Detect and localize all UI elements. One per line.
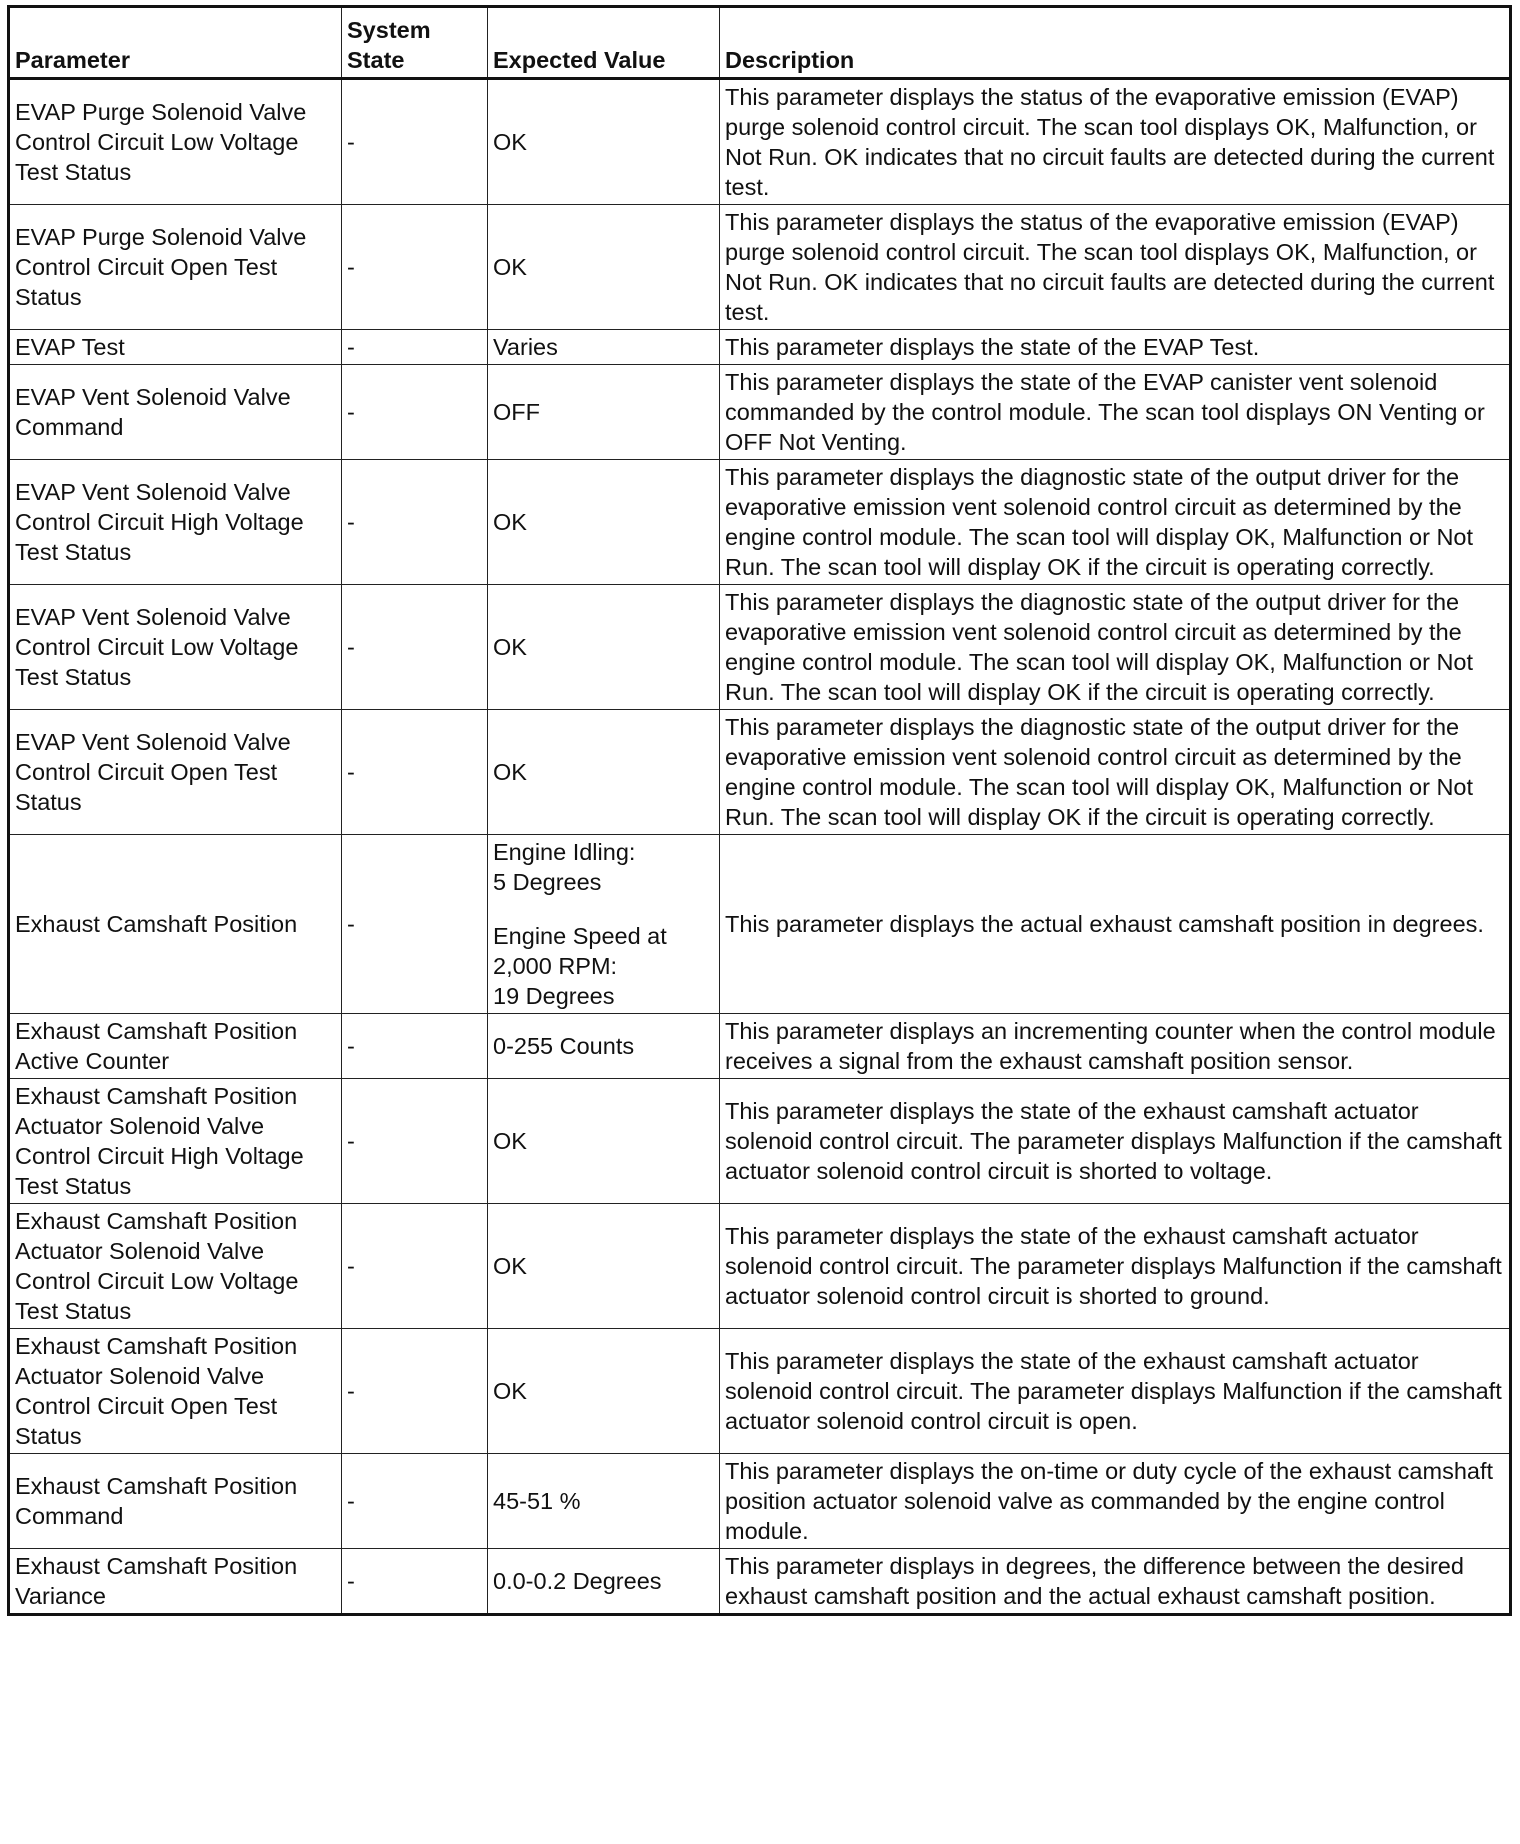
expected-value-line: 2,000 RPM: (493, 953, 618, 979)
cell-expected-value: OFF (488, 365, 720, 460)
cell-parameter: EVAP Vent Solenoid Valve Control Circuit High Voltage Test Status (9, 460, 342, 585)
cell-description: This parameter displays the diagnostic state of the output driver for the evaporative emission vent solenoid control circuit as determined by the engine control module. The scan tool will display OK, Malfunction or Not Run. The scan tool will display OK if the circuit is operating correctly. (720, 710, 1511, 835)
cell-system-state: - (342, 1454, 488, 1549)
cell-system-state: - (342, 1204, 488, 1329)
cell-parameter: EVAP Purge Solenoid Valve Control Circuit Low Voltage Test Status (9, 79, 342, 205)
cell-expected-value: OK (488, 710, 720, 835)
table-row (9, 1329, 1511, 1454)
cell-expected-value: Varies (488, 330, 720, 365)
cell-system-state: - (342, 1014, 488, 1079)
cell-description: This parameter displays the state of the EVAP canister vent solenoid commanded by the control module. The scan tool displays ON Venting or OFF Not Venting. (720, 365, 1511, 460)
cell-expected-value: OK (488, 1329, 720, 1454)
cell-expected-value (488, 835, 720, 1014)
cell-description: This parameter displays an incrementing counter when the control module receives a signal from the exhaust camshaft position sensor. (720, 1014, 1511, 1079)
expected-value-line: Engine Idling: (493, 839, 636, 865)
expected-value-line: 19 Degrees (493, 983, 615, 1009)
cell-system-state: - (342, 365, 488, 460)
cell-description: This parameter displays the diagnostic state of the output driver for the evaporative emission vent solenoid control circuit as determined by the engine control module. The scan tool will display OK, Malfunction or Not Run. The scan tool will display OK if the circuit is operating correctly. (720, 585, 1511, 710)
cell-system-state: - (342, 330, 488, 365)
cell-system-state: - (342, 710, 488, 835)
cell-expected-value: 0-255 Counts (488, 1014, 720, 1079)
header-parameter: Parameter (9, 7, 342, 79)
table-row (9, 79, 1511, 205)
table-row (9, 1204, 1511, 1329)
cell-expected-value: OK (488, 1204, 720, 1329)
cell-parameter: Exhaust Camshaft Position Actuator Solenoid Valve Control Circuit Open Test Status (9, 1329, 342, 1454)
table-row (9, 1454, 1511, 1549)
table-row (9, 205, 1511, 330)
table-row (9, 330, 1511, 365)
expected-value-line: 5 Degrees (493, 869, 602, 895)
cell-system-state: - (342, 1329, 488, 1454)
cell-system-state: - (342, 1549, 488, 1615)
cell-description: This parameter displays the state of the EVAP Test. (720, 330, 1511, 365)
cell-parameter: EVAP Purge Solenoid Valve Control Circuit Open Test Status (9, 205, 342, 330)
table-row (9, 460, 1511, 585)
cell-system-state: - (342, 835, 488, 1014)
cell-description: This parameter displays the state of the exhaust camshaft actuator solenoid control circuit. The parameter displays Malfunction if the camshaft actuator solenoid control circuit is shorted to voltage. (720, 1079, 1511, 1204)
table-row (9, 1549, 1511, 1615)
cell-parameter: Exhaust Camshaft Position Actuator Solenoid Valve Control Circuit Low Voltage Test Status (9, 1204, 342, 1329)
cell-parameter: Exhaust Camshaft Position Command (9, 1454, 342, 1549)
cell-description: This parameter displays the status of the evaporative emission (EVAP) purge solenoid control circuit. The scan tool displays OK, Malfunction, or Not Run. OK indicates that no circuit faults are detected during the current test. (720, 205, 1511, 330)
header-expected-value: Expected Value (488, 7, 720, 79)
table-header-row (9, 7, 1511, 79)
cell-system-state: - (342, 79, 488, 205)
cell-expected-value: OK (488, 585, 720, 710)
cell-description: This parameter displays the actual exhaust camshaft position in degrees. (720, 835, 1511, 1014)
cell-expected-value: OK (488, 79, 720, 205)
cell-description: This parameter displays in degrees, the difference between the desired exhaust camshaft position and the actual exhaust camshaft position. (720, 1549, 1511, 1615)
table-row (9, 710, 1511, 835)
cell-parameter: Exhaust Camshaft Position Variance (9, 1549, 342, 1615)
cell-parameter: Exhaust Camshaft Position Actuator Solenoid Valve Control Circuit High Voltage Test Status (9, 1079, 342, 1204)
header-system-state: System State (342, 7, 488, 79)
table-row (9, 835, 1511, 1014)
document-page (7, 5, 1509, 1616)
cell-parameter: EVAP Vent Solenoid Valve Control Circuit Open Test Status (9, 710, 342, 835)
cell-system-state: - (342, 585, 488, 710)
cell-system-state: - (342, 1079, 488, 1204)
cell-parameter: EVAP Test (9, 330, 342, 365)
cell-description: This parameter displays the status of the evaporative emission (EVAP) purge solenoid control circuit. The scan tool displays OK, Malfunction, or Not Run. OK indicates that no circuit faults are detected during the current test. (720, 79, 1511, 205)
cell-description: This parameter displays the diagnostic state of the output driver for the evaporative emission vent solenoid control circuit as determined by the engine control module. The scan tool will display OK, Malfunction or Not Run. The scan tool will display OK if the circuit is operating correctly. (720, 460, 1511, 585)
cell-description: This parameter displays the state of the exhaust camshaft actuator solenoid control circuit. The parameter displays Malfunction if the camshaft actuator solenoid control circuit is shorted to ground. (720, 1204, 1511, 1329)
cell-expected-value: 45-51 % (488, 1454, 720, 1549)
cell-expected-value: OK (488, 460, 720, 585)
cell-description: This parameter displays the state of the exhaust camshaft actuator solenoid control circuit. The parameter displays Malfunction if the camshaft actuator solenoid control circuit is open. (720, 1329, 1511, 1454)
cell-expected-value: 0.0-0.2 Degrees (488, 1549, 720, 1615)
table-row (9, 585, 1511, 710)
cell-description: This parameter displays the on-time or duty cycle of the exhaust camshaft position actuator solenoid valve as commanded by the engine control module. (720, 1454, 1511, 1549)
cell-system-state: - (342, 460, 488, 585)
table-row (9, 1014, 1511, 1079)
cell-expected-value: OK (488, 1079, 720, 1204)
cell-parameter: Exhaust Camshaft Position (9, 835, 342, 1014)
table-row (9, 1079, 1511, 1204)
cell-parameter: EVAP Vent Solenoid Valve Control Circuit Low Voltage Test Status (9, 585, 342, 710)
cell-system-state: - (342, 205, 488, 330)
expected-value-line: Engine Speed at (493, 923, 667, 949)
table-row (9, 365, 1511, 460)
cell-parameter: Exhaust Camshaft Position Active Counter (9, 1014, 342, 1079)
expected-value-spacer (493, 897, 714, 921)
parameter-table (7, 5, 1512, 1616)
header-description: Description (720, 7, 1511, 79)
cell-expected-value: OK (488, 205, 720, 330)
cell-parameter: EVAP Vent Solenoid Valve Command (9, 365, 342, 460)
